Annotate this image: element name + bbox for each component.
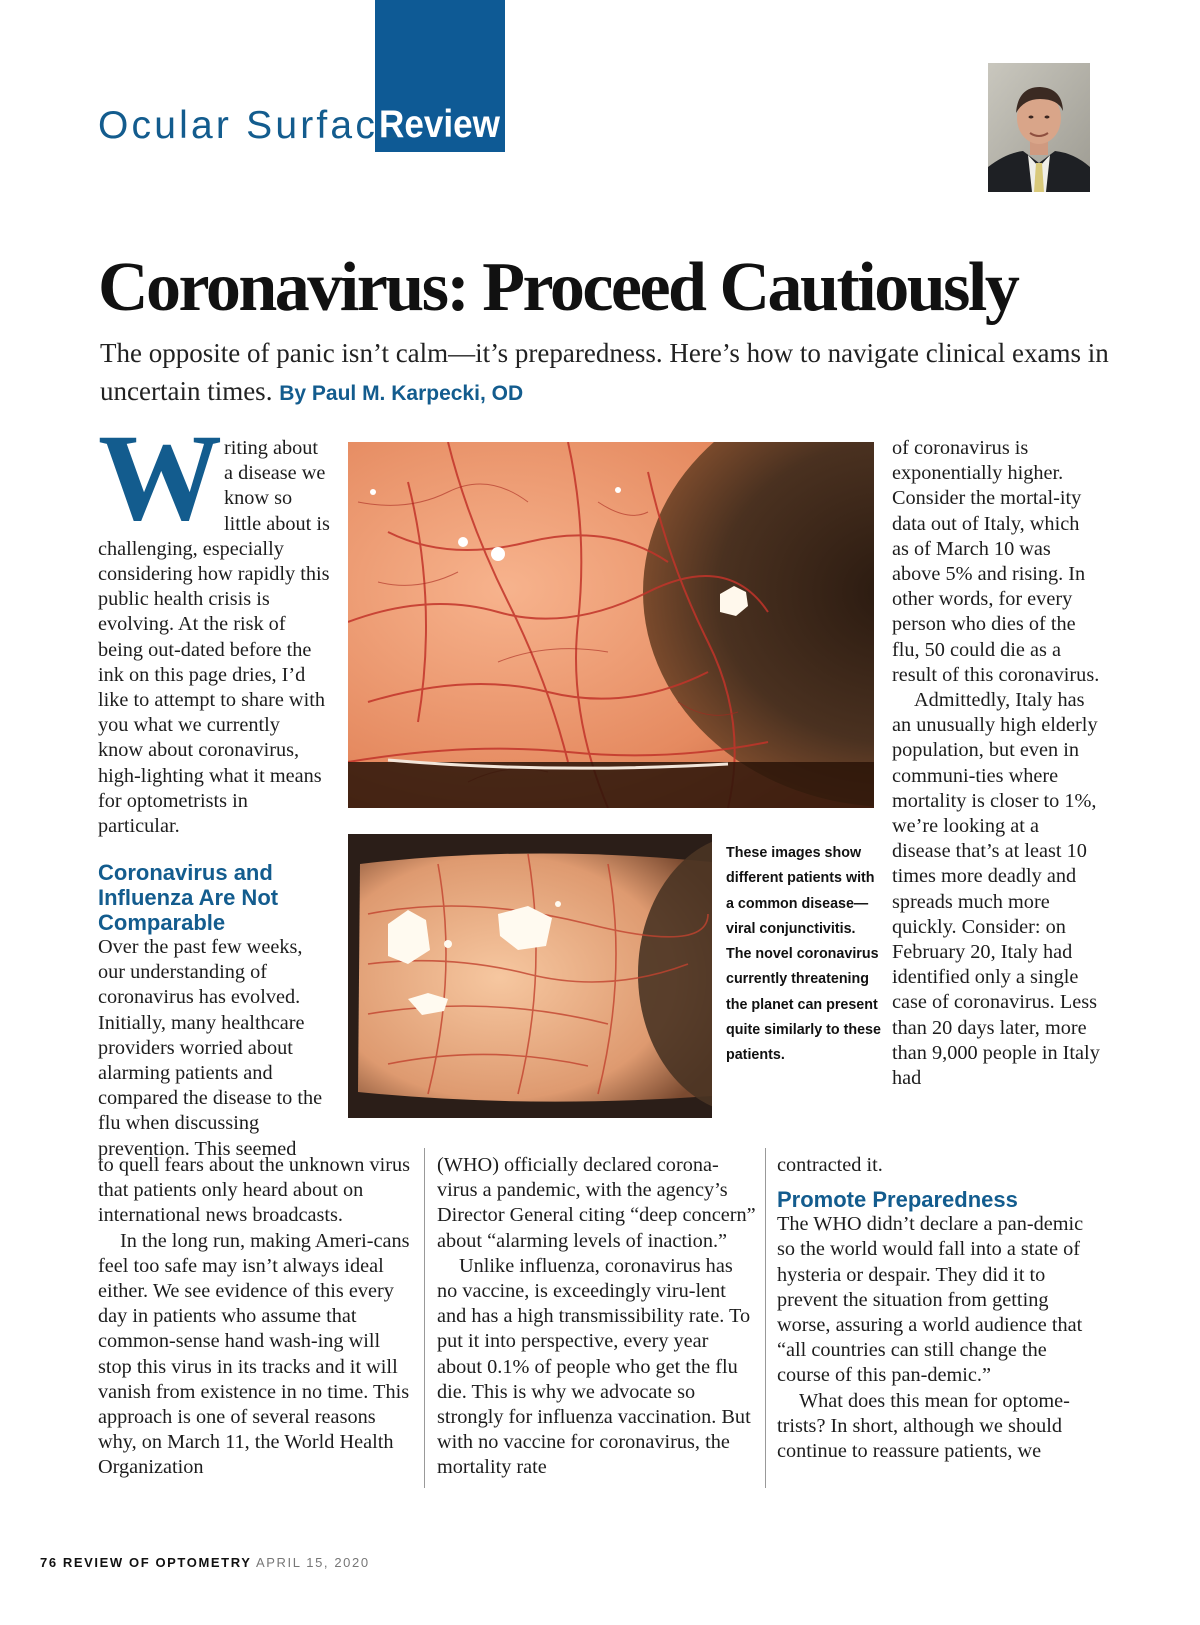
byline: By Paul M. Karpecki, OD bbox=[279, 382, 524, 405]
dropcap-spacer bbox=[98, 436, 224, 536]
deck-text: The opposite of panic isn’t calm—it’s preparedness. Here’s how to navigate clinical exams in uncertain times. bbox=[100, 338, 1109, 406]
page-number: 76 bbox=[40, 1555, 58, 1570]
paragraph: to quell fears about the unknown virus that patients only heard about on international news broadcasts. bbox=[98, 1154, 411, 1227]
section-title-light: Ocular Surface bbox=[98, 104, 403, 147]
column-divider bbox=[424, 1148, 425, 1488]
intro-paragraph: riting about a disease we know so little about is challenging, especially considering how rapidly this public health crisis is evolving. At the risk of being out-dated before the ink on this page dries, I’d like to attempt to share with you what we currently know about coronavirus, high-lighting what it means for optometrists in particular. bbox=[98, 437, 330, 838]
paragraph: contracted it. bbox=[777, 1154, 883, 1176]
image-caption: These images show different patients with a common disease—viral conjunctivitis. The novel coronavirus currently threatening the planet can present quite similarly to these patients. bbox=[726, 845, 881, 1064]
column-3-top bbox=[892, 436, 1100, 1091]
subhead-promote-preparedness: Promote Preparedness bbox=[777, 1187, 1018, 1213]
column-2 bbox=[437, 1153, 757, 1481]
article-title: Coronavirus: Proceed Cautiously bbox=[98, 249, 1018, 326]
subhead-coronavirus-influenza: Coronavirus and Influenza Are Not Comparable bbox=[98, 860, 279, 935]
author-photo bbox=[988, 63, 1090, 192]
paragraph: Over the past few weeks, our understanding of coronavirus has evolved. Initially, many healthcare providers worried about alarming patients and compared the disease to the flu when discussing prevention. This seemed bbox=[98, 936, 323, 1160]
publication-name: REVIEW OF OPTOMETRY bbox=[62, 1555, 252, 1570]
section-title-bold: Review bbox=[379, 103, 500, 146]
column-1-section bbox=[98, 860, 330, 1162]
eye-photo-top bbox=[348, 442, 874, 808]
article-deck bbox=[100, 334, 1110, 413]
paragraph: Admittedly, Italy has an unusually high elderly population, but even in communi-ties where mortality is closer to 1%, we’re looking at a disease that’s at least 10 times more deadly and spreads much more quickly. Consider: on February 20, Italy had identified only a single case of coronavirus. Less than 20 days later, more than 9,000 people in Italy had bbox=[892, 689, 1100, 1090]
column-1-bottom bbox=[98, 1153, 416, 1481]
issue-date: APRIL 15, 2020 bbox=[255, 1555, 370, 1570]
paragraph: (WHO) officially declared corona-virus a pandemic, with the agency’s Director General citing “deep concern” about “alarming levels of inaction.” bbox=[437, 1154, 756, 1252]
paragraph: Unlike influenza, coronavirus has no vaccine, is exceedingly viru-lent and has a high transmissibility rate. To put it into perspective, every year about 0.1% of people who get the flu die. This is why we advocate so strongly for influenza vaccination. But with no vaccine for coronavirus, the mortality rate bbox=[437, 1254, 751, 1479]
paragraph: In the long run, making Ameri-cans feel too safe may isn’t always ideal either. We see evidence of this every day in patients who assume that common-sense hand wash-ing will stop this virus in its tracks and it will vanish from existence in no time. This approach is one of several reasons why, on March 11, the World Health Organization bbox=[98, 1229, 410, 1479]
page-footer bbox=[40, 1555, 370, 1570]
paragraph: of coronavirus is exponentially higher. Consider the mortal-ity data out of Italy, which as of March 10 was above 5% and rising. In other words, for every person who dies of the flu, 50 could die as a result of this coronavirus. bbox=[892, 437, 1100, 686]
paragraph: What does this mean for optome-trists? In short, although we should continue to reassure patients, we bbox=[777, 1389, 1070, 1463]
paragraph: The WHO didn’t declare a pan-demic so the world would fall into a state of hysteria or despair. They did it to prevent the situation from getting worse, assuring a world audience that “all countries can still change the course of this pan-demic.” bbox=[777, 1213, 1084, 1387]
column-3-bottom bbox=[777, 1153, 1100, 1464]
column-1-intro bbox=[98, 436, 330, 839]
eye-photo-bottom bbox=[348, 834, 712, 1118]
drop-cap: W bbox=[98, 409, 222, 546]
column-divider bbox=[765, 1148, 766, 1488]
